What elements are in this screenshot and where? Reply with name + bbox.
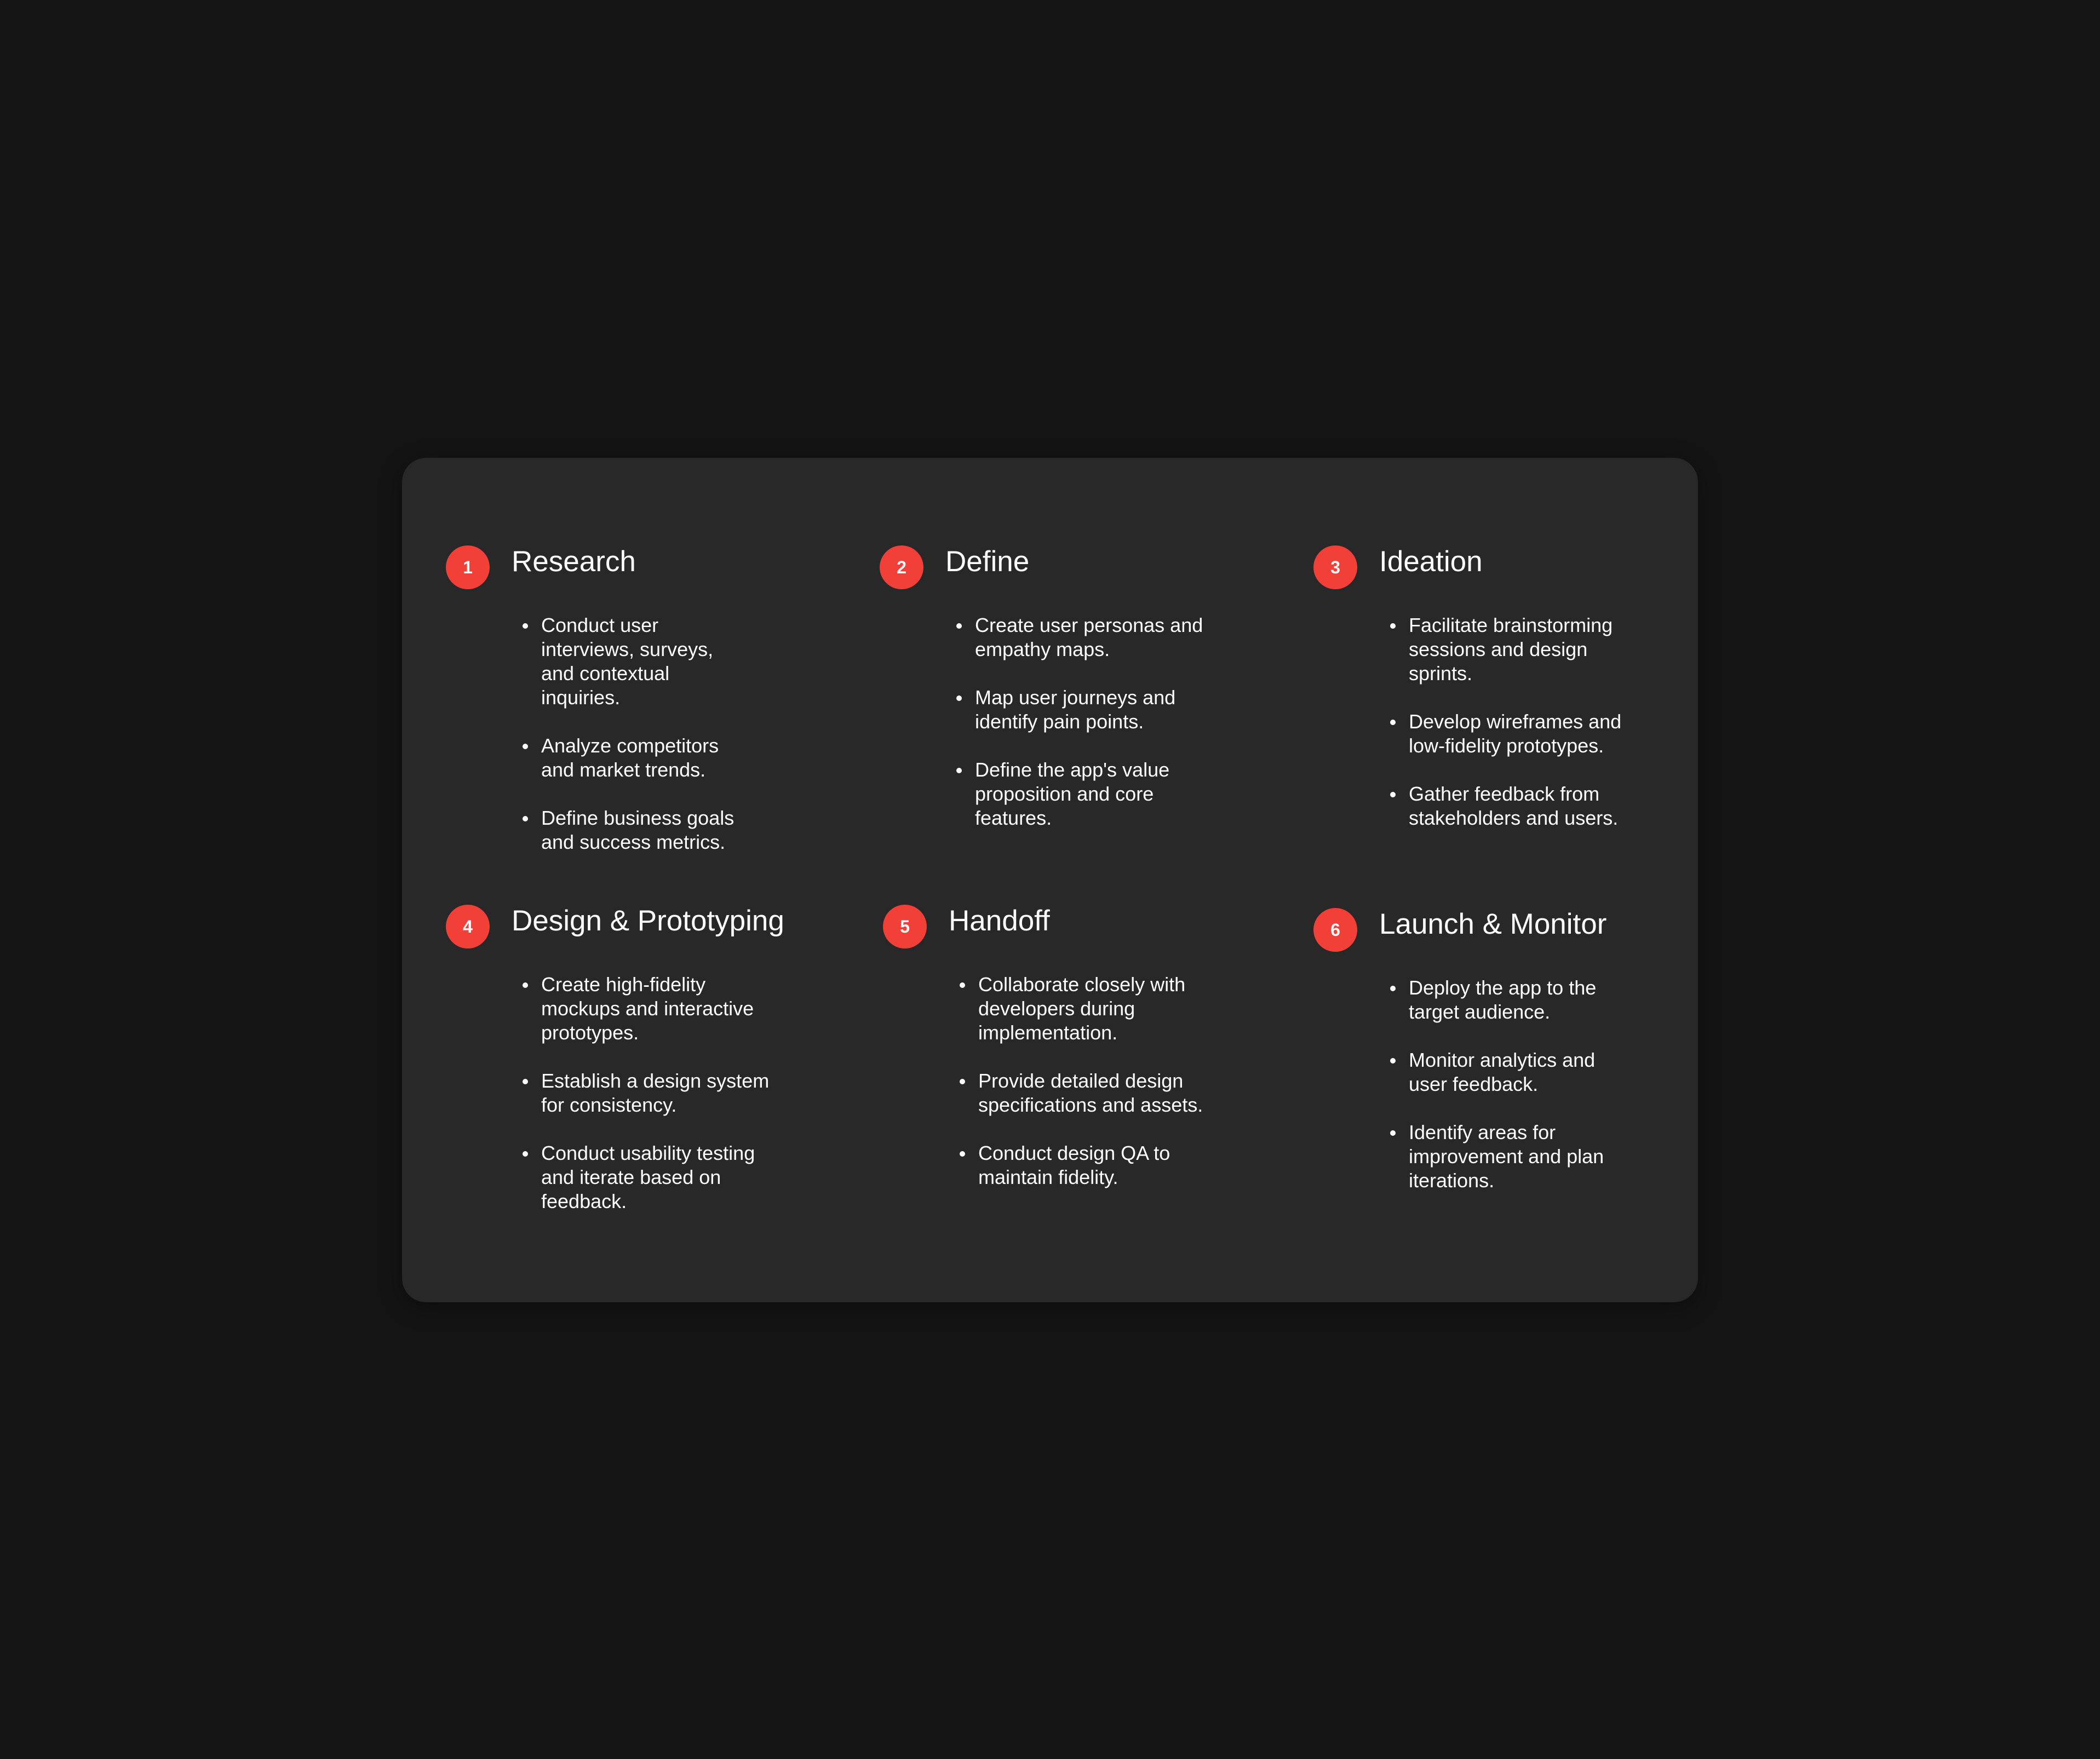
- bullet-dot-icon: [523, 744, 528, 749]
- step-number-badge: 6: [1313, 908, 1357, 952]
- list-item: Facilitate brainstorming sessions and design sprints.: [1409, 613, 1650, 686]
- bullet-dot-icon: [956, 623, 962, 629]
- step-bullet-list: [978, 973, 1208, 1189]
- list-item: Collaborate closely with developers during implementation.: [978, 973, 1208, 1045]
- list-item: Map user journeys and identify pain points.: [975, 686, 1205, 734]
- list-item: Create high-fidelity mockups and interactive prototypes.: [541, 973, 771, 1045]
- list-item: Conduct usability testing and iterate based on feedback.: [541, 1141, 771, 1214]
- bullet-dot-icon: [523, 816, 528, 821]
- bullet-dot-icon: [523, 1151, 528, 1157]
- list-item: Gather feedback from stakeholders and users.: [1409, 782, 1650, 830]
- list-item: Identify areas for improvement and plan iterations.: [1409, 1120, 1639, 1193]
- list-item: Establish a design system for consistency.: [541, 1069, 771, 1117]
- bullet-dot-icon: [523, 982, 528, 988]
- step-bullet-list: [1409, 976, 1639, 1193]
- list-item: Define the app's value proposition and core features.: [975, 758, 1205, 830]
- bullet-dot-icon: [956, 695, 962, 701]
- bullet-dot-icon: [1390, 1058, 1396, 1064]
- bullet-dot-icon: [523, 1079, 528, 1084]
- step-number-badge: 1: [446, 545, 490, 589]
- bullet-dot-icon: [960, 1151, 965, 1157]
- step-number-badge: 5: [883, 905, 927, 949]
- bullet-dot-icon: [1390, 623, 1396, 629]
- list-item: Provide detailed design specifications and assets.: [978, 1069, 1208, 1117]
- step-bullet-list: [541, 973, 771, 1214]
- list-item: Define business goals and success metrics.: [541, 806, 744, 854]
- step-title: Design & Prototyping: [512, 905, 784, 937]
- list-item: Deploy the app to the target audience.: [1409, 976, 1639, 1024]
- list-item: Develop wireframes and low-fidelity prototypes.: [1409, 710, 1650, 758]
- bullet-dot-icon: [960, 982, 965, 988]
- step-title: Handoff: [949, 905, 1050, 937]
- bullet-dot-icon: [1390, 1130, 1396, 1136]
- step-bullet-list: [975, 613, 1205, 830]
- step-number-badge: 4: [446, 905, 490, 949]
- step-title: Launch & Monitor: [1379, 908, 1607, 940]
- process-card: [402, 458, 1698, 1302]
- step-title: Define: [945, 545, 1030, 578]
- step-number-badge: 3: [1313, 545, 1357, 589]
- step-title: Research: [512, 545, 636, 578]
- list-item: Monitor analytics and user feedback.: [1409, 1048, 1639, 1096]
- bullet-dot-icon: [1390, 792, 1396, 797]
- bullet-dot-icon: [523, 623, 528, 629]
- list-item: Analyze competitors and market trends.: [541, 734, 744, 782]
- bullet-dot-icon: [1390, 720, 1396, 725]
- bullet-dot-icon: [956, 768, 962, 773]
- step-bullet-list: [541, 613, 744, 854]
- step-number-badge: 2: [880, 545, 923, 589]
- list-item: Create user personas and empathy maps.: [975, 613, 1205, 662]
- bullet-dot-icon: [960, 1079, 965, 1084]
- list-item: Conduct user interviews, surveys, and contextual inquiries.: [541, 613, 744, 710]
- bullet-dot-icon: [1390, 986, 1396, 991]
- step-bullet-list: [1409, 613, 1650, 830]
- list-item: Conduct design QA to maintain fidelity.: [978, 1141, 1208, 1189]
- step-title: Ideation: [1379, 545, 1483, 578]
